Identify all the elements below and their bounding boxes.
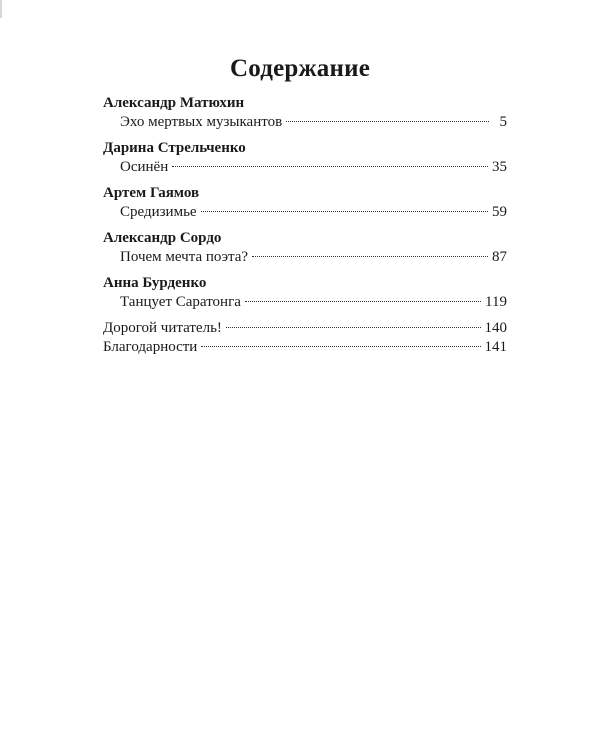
page-edge-mark bbox=[0, 0, 2, 18]
toc-author: Александр Сордо bbox=[103, 230, 222, 246]
page-title: Содержание bbox=[229, 54, 370, 82]
toc-entry-title: Дорогой читатель! bbox=[103, 320, 222, 336]
toc-page-number: 140 bbox=[484, 320, 507, 336]
toc-page-number: 35 bbox=[492, 159, 507, 175]
toc-section bbox=[103, 94, 507, 132]
toc-section bbox=[103, 274, 507, 312]
toc-section bbox=[103, 229, 507, 267]
toc-author: Александр Матюхин bbox=[103, 95, 245, 111]
toc-section bbox=[103, 139, 507, 177]
toc-page-number: 59 bbox=[492, 204, 507, 220]
dot-leader bbox=[286, 121, 489, 122]
toc-entry[interactable] bbox=[103, 158, 507, 177]
toc-entry[interactable] bbox=[103, 248, 507, 267]
toc-entry[interactable] bbox=[103, 113, 507, 132]
toc-author: Анна Бурденко bbox=[103, 275, 207, 291]
dot-leader bbox=[172, 166, 488, 167]
toc-page-number: 87 bbox=[492, 249, 507, 265]
toc-entry-title: Средизимье bbox=[120, 204, 197, 220]
toc-author: Артем Гаямов bbox=[103, 185, 200, 201]
toc-entry-title: Эхо мертвых музыкантов bbox=[120, 114, 283, 130]
table-of-contents bbox=[103, 94, 507, 357]
dot-leader bbox=[201, 346, 480, 347]
toc-entry-title: Почем мечта поэта? bbox=[120, 249, 249, 265]
toc-page-number: 141 bbox=[484, 339, 507, 355]
toc-entry-title: Благодарности bbox=[103, 339, 198, 355]
toc-section bbox=[103, 184, 507, 222]
toc-extras bbox=[103, 319, 507, 357]
dot-leader bbox=[201, 211, 488, 212]
dot-leader bbox=[226, 327, 481, 328]
dot-leader bbox=[252, 256, 488, 257]
toc-entry-title: Осинён bbox=[120, 159, 169, 175]
toc-author: Дарина Стрельченко bbox=[103, 140, 246, 156]
toc-page-number: 5 bbox=[499, 114, 507, 130]
toc-page-number: 119 bbox=[485, 294, 507, 310]
toc-entry-title: Танцует Саратонга bbox=[120, 294, 241, 310]
toc-entry[interactable] bbox=[103, 293, 507, 312]
dot-leader bbox=[245, 301, 481, 302]
toc-entry[interactable] bbox=[103, 338, 507, 357]
toc-entry[interactable] bbox=[103, 319, 507, 338]
toc-entry[interactable] bbox=[103, 203, 507, 222]
